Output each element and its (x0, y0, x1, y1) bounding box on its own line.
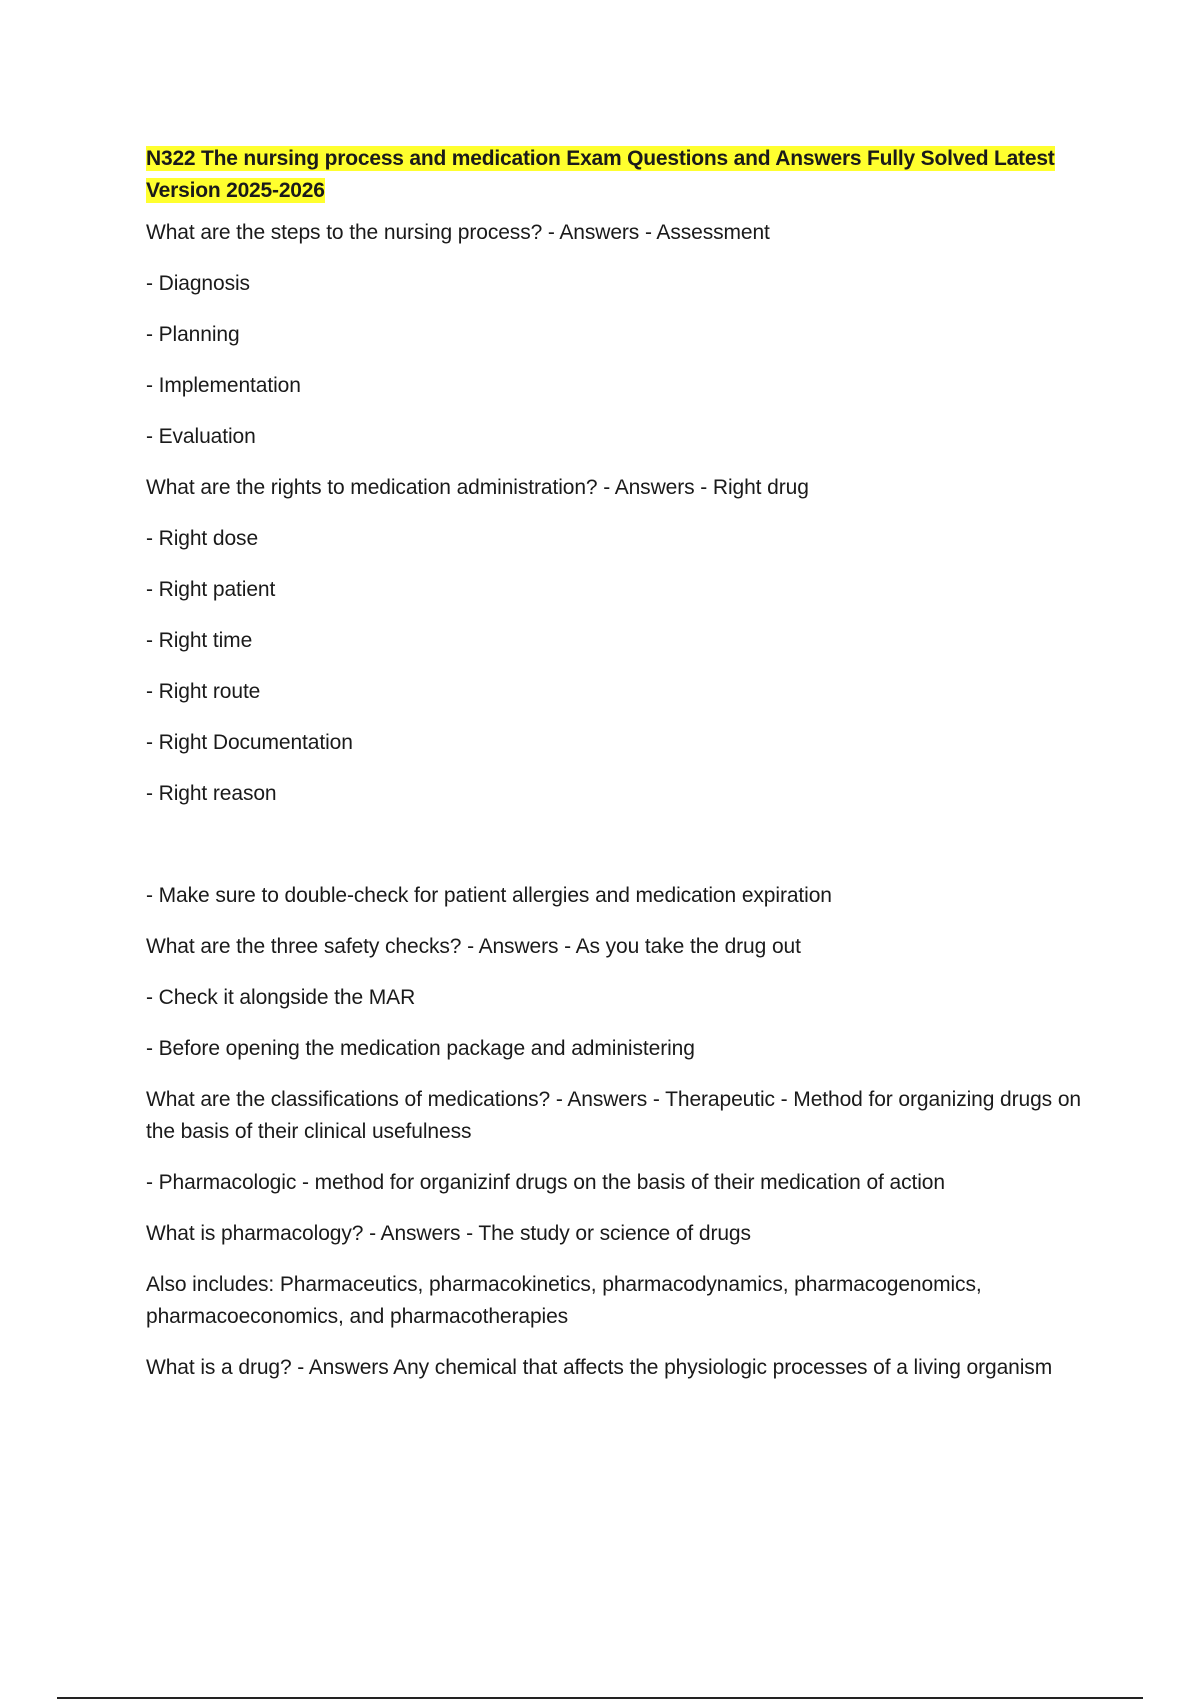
title-highlight: N322 The nursing process and medication Exam Questions and Answers Fully Solved Latest Version 2025-2026 (146, 147, 1055, 202)
answer-item: - Right reason (146, 782, 277, 805)
question-nursing-process: What are the steps to the nursing process? - Answers - Assessment (146, 221, 770, 244)
document-title (146, 143, 1086, 207)
answer-item: - Right dose (146, 527, 259, 550)
answer-item: Also includes: Pharmaceutics, pharmacokinetics, pharmacodynamics, pharmacogenomics, pharmacoeconomics, and pharmacotherapies (146, 1273, 982, 1328)
answer-item: - Right route (146, 680, 261, 703)
document-body (146, 143, 1086, 1403)
answer-item: - Right time (146, 629, 253, 652)
question-safety-checks: What are the three safety checks? - Answers - As you take the drug out (146, 935, 801, 958)
answer-item: - Right Documentation (146, 731, 353, 754)
answer-item: - Evaluation (146, 425, 256, 448)
answer-item: - Diagnosis (146, 272, 250, 295)
question-pharmacology: What is pharmacology? - Answers - The study or science of drugs (146, 1222, 751, 1245)
answer-item: - Make sure to double-check for patient allergies and medication expiration (146, 884, 832, 907)
answer-item: - Implementation (146, 374, 301, 397)
answer-item: - Check it alongside the MAR (146, 986, 416, 1009)
answer-item: - Planning (146, 323, 240, 346)
answer-item: - Pharmacologic - method for organizinf drugs on the basis of their medication of action (146, 1171, 945, 1194)
footer-divider (57, 1697, 1143, 1699)
question-medication-rights: What are the rights to medication administration? - Answers - Right drug (146, 476, 809, 499)
answer-item: - Before opening the medication package and administering (146, 1037, 695, 1060)
question-drug: What is a drug? - Answers Any chemical that affects the physiologic processes of a living organism (146, 1356, 1053, 1379)
question-medication-classifications: What are the classifications of medications? - Answers - Therapeutic - Method for organizing drugs on the basis of their clinical usefulness (146, 1088, 1081, 1143)
answer-item: - Right patient (146, 578, 276, 601)
